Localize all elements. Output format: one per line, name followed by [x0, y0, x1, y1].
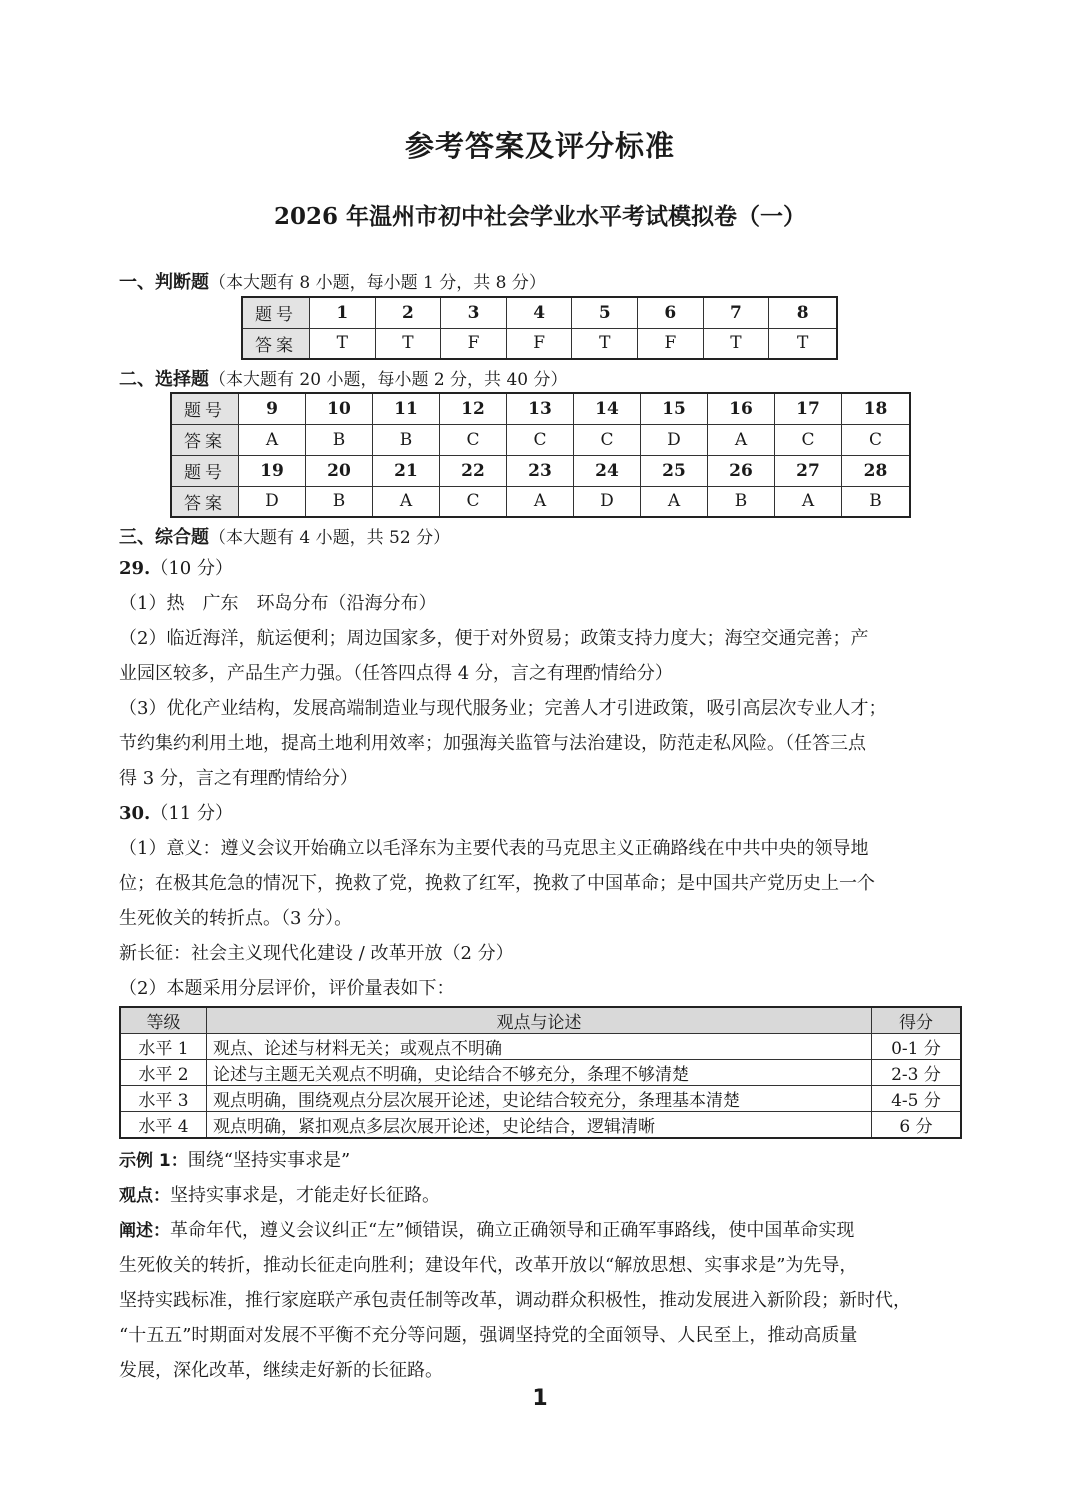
table-row-label: 题号 [242, 297, 310, 328]
question-number-cell: 15 [641, 393, 708, 424]
question-number-cell: 25 [641, 455, 708, 486]
section2-note: （本大题有 20 小题，每小题 2 分，共 40 分） [209, 370, 568, 390]
rubric-description-cell: 观点明确，紧扣观点多层次展开论述，史论结合，逻辑清晰 [207, 1112, 872, 1139]
answer-cell: T [572, 328, 638, 359]
answer-cell: B [842, 486, 911, 517]
question-number-cell: 9 [239, 393, 306, 424]
answer-cell: F [638, 328, 704, 359]
table-row-label: 题号 [171, 455, 239, 486]
question-number-cell: 23 [507, 455, 574, 486]
rubric-score-cell: 6 分 [872, 1112, 962, 1139]
q29-answer-block [119, 586, 886, 796]
table-row-label: 答案 [242, 328, 310, 359]
example-label: 示例 1： [119, 1151, 188, 1171]
example-text: 围绕“坚持实事求是” [187, 1150, 351, 1171]
answer-cell: C [574, 424, 641, 455]
text-line: 新长征：社会主义现代化建设 / 改革开放（2 分） [119, 943, 514, 964]
answer-cell: C [775, 424, 842, 455]
rubric-table [119, 1006, 962, 1139]
text-line: 生死攸关的转折点。（3 分）。 [119, 908, 353, 929]
text-line: 坚持实践标准，推行家庭联产承包责任制等改革，调动群众积极性，推动发展进入新阶段；新时代， [119, 1290, 911, 1311]
choice-answer-table [170, 392, 911, 518]
question-score: （11 分） [150, 803, 233, 824]
document-title: 参考答案及评分标准 [404, 129, 675, 163]
question-number-cell: 13 [507, 393, 574, 424]
elaboration-label: 阐述： [119, 1221, 170, 1241]
section2-heading [119, 365, 568, 391]
view-label: 观点： [119, 1186, 170, 1206]
view-line [119, 1178, 964, 1214]
table-row [120, 1086, 961, 1112]
text-line: （1）热 广东 环岛分布（沿海分布） [119, 593, 437, 614]
rubric-description-cell: 观点明确，围绕观点分层次展开论述，史论结合较充分，条理基本清楚 [207, 1086, 872, 1112]
example-line [119, 1143, 964, 1179]
text-line: 节约集约利用土地，提高土地利用效率；加强海关监管与法治建设，防范走私风险。（任答三点 [119, 733, 866, 754]
answer-cell: B [373, 424, 440, 455]
answer-cell: A [373, 486, 440, 517]
rubric-score-cell: 2-3 分 [872, 1060, 962, 1086]
question-number-cell: 2 [375, 297, 441, 328]
text-line: 生死攸关的转折，推动长征走向胜利；建设年代，改革开放以“解放思想、实事求是”为先导， [119, 1255, 858, 1276]
question-number-cell: 16 [708, 393, 775, 424]
question-number-cell: 1 [310, 297, 376, 328]
table-row-label: 题号 [171, 393, 239, 424]
rubric-header-content: 观点与论述 [207, 1007, 872, 1034]
question-number-cell: 20 [306, 455, 373, 486]
text-line: （2）本题采用分层评价，评价量表如下： [119, 978, 455, 999]
q30-header [119, 796, 964, 831]
section3-title: 三、综合题 [119, 527, 209, 548]
q29-header [119, 551, 964, 586]
question-number-cell: 21 [373, 455, 440, 486]
table-row [120, 1034, 961, 1060]
answer-cell: C [440, 486, 507, 517]
q30-answer-block [119, 831, 875, 1006]
text-line: 得 3 分，言之有理酌情给分） [119, 768, 358, 789]
answer-cell: B [306, 424, 373, 455]
answer-cell: C [507, 424, 574, 455]
table-row [120, 1112, 961, 1139]
question-number-cell: 26 [708, 455, 775, 486]
rubric-description-cell: 论述与主题无关观点不明确，史论结合不够充分，条理不够清楚 [207, 1060, 872, 1086]
section1-heading [119, 268, 546, 294]
rubric-level-cell: 水平 3 [120, 1086, 207, 1112]
rubric-score-cell: 4-5 分 [872, 1086, 962, 1112]
table-row-label: 答案 [171, 486, 239, 517]
rubric-score-cell: 0-1 分 [872, 1034, 962, 1060]
section1-note: （本大题有 8 小题，每小题 1 分，共 8 分） [209, 273, 546, 293]
answer-cell: T [375, 328, 441, 359]
rubric-level-cell: 水平 2 [120, 1060, 207, 1086]
text-line: 发展，深化改革，继续走好新的长征路。 [119, 1360, 443, 1381]
question-number: 30. [119, 803, 151, 824]
question-number-cell: 17 [775, 393, 842, 424]
answer-cell: D [641, 424, 708, 455]
elaboration-first-line: 革命年代，遵义会议纠正“左”倾错误，确立正确领导和正确军事路线，使中国革命实现 [170, 1220, 855, 1241]
question-number-cell: 5 [572, 297, 638, 328]
table-row [120, 1060, 961, 1086]
question-number-cell: 22 [440, 455, 507, 486]
question-number-cell: 6 [638, 297, 704, 328]
answer-cell: A [708, 424, 775, 455]
page-number: 1 [532, 1386, 548, 1411]
rubric-header-score: 得分 [872, 1007, 962, 1034]
answer-cell: C [842, 424, 911, 455]
answer-cell: F [441, 328, 507, 359]
answer-cell: A [775, 486, 842, 517]
answer-cell: T [769, 328, 837, 359]
section2-title: 二、选择题 [119, 369, 209, 390]
view-text: 坚持实事求是，才能走好长征路。 [170, 1185, 440, 1206]
answer-cell: B [306, 486, 373, 517]
answer-cell: F [506, 328, 572, 359]
text-line: “十五五”时期面对发展不平衡不充分等问题，强调坚持党的全面领导、人民至上，推动高质量 [119, 1325, 858, 1346]
elaboration-block [119, 1248, 911, 1388]
answer-cell: T [310, 328, 376, 359]
rubric-header-level: 等级 [120, 1007, 207, 1034]
text-line: （2）临近海洋，航运便利；周边国家多，便于对外贸易；政策支持力度大；海空交通完善；产 [119, 628, 869, 649]
rubric-level-cell: 水平 4 [120, 1112, 207, 1139]
table-row-label: 答案 [171, 424, 239, 455]
text-line: （3）优化产业结构，发展高端制造业与现代服务业；完善人才引进政策，吸引高层次专业人才； [119, 698, 887, 719]
answer-cell: A [641, 486, 708, 517]
answer-cell: A [239, 424, 306, 455]
question-number-cell: 4 [506, 297, 572, 328]
question-number-cell: 28 [842, 455, 911, 486]
rubric-level-cell: 水平 1 [120, 1034, 207, 1060]
question-number-cell: 19 [239, 455, 306, 486]
question-number-cell: 8 [769, 297, 837, 328]
judgment-answer-table [241, 296, 838, 360]
answer-cell: A [507, 486, 574, 517]
question-number-cell: 18 [842, 393, 911, 424]
answer-cell: D [574, 486, 641, 517]
text-line: （1）意义：遵义会议开始确立以毛泽东为主要代表的马克思主义正确路线在中共中央的领导地 [119, 838, 869, 859]
elaboration-line [119, 1213, 964, 1249]
rubric-description-cell: 观点、论述与材料无关；或观点不明确 [207, 1034, 872, 1060]
question-score: （10 分） [150, 558, 233, 579]
answer-cell: B [708, 486, 775, 517]
question-number-cell: 27 [775, 455, 842, 486]
question-number-cell: 3 [441, 297, 507, 328]
question-number: 29. [119, 558, 151, 579]
section1-title: 一、判断题 [119, 272, 209, 293]
question-number-cell: 10 [306, 393, 373, 424]
question-number-cell: 11 [373, 393, 440, 424]
section3-note: （本大题有 4 小题，共 52 分） [209, 528, 451, 548]
document-subtitle: 2026 年温州市初中社会学业水平考试模拟卷（一） [273, 203, 807, 230]
question-number-cell: 7 [703, 297, 769, 328]
answer-cell: D [239, 486, 306, 517]
text-line: 位；在极其危急的情况下，挽救了党，挽救了红军，挽救了中国革命；是中国共产党历史上一个 [119, 873, 875, 894]
answer-cell: C [440, 424, 507, 455]
section3-heading [119, 523, 450, 549]
question-number-cell: 12 [440, 393, 507, 424]
text-line: 业园区较多，产品生产力强。（任答四点得 4 分，言之有理酌情给分） [119, 663, 673, 684]
answer-cell: T [703, 328, 769, 359]
question-number-cell: 24 [574, 455, 641, 486]
question-number-cell: 14 [574, 393, 641, 424]
